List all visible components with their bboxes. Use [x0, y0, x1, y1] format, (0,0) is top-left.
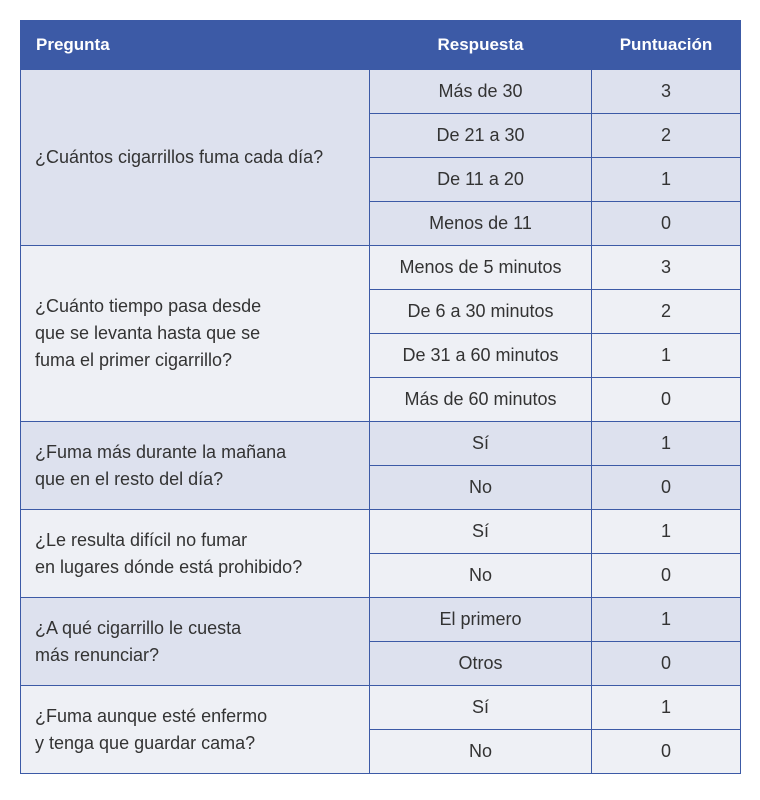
header-row [21, 21, 741, 70]
question-text-line: fuma el primer cigarrillo? [35, 350, 233, 370]
score-cell: 0 [592, 378, 741, 422]
answer-cell: No [370, 730, 592, 774]
question-text-line: ¿A qué cigarrillo le cuesta [35, 617, 242, 638]
question-cell [21, 598, 370, 686]
score-cell: 0 [592, 642, 741, 686]
question-text-line: y tenga que guardar cama? [35, 732, 256, 753]
question-text-line: ¿Fuma más durante la mañana [35, 441, 287, 462]
answer-cell: No [370, 554, 592, 598]
question-text-line: ¿Cuántos cigarrillos fuma cada día? [35, 147, 324, 167]
table-row [21, 686, 741, 730]
table-header [21, 21, 741, 70]
question-cell [21, 510, 370, 598]
score-cell: 3 [592, 246, 741, 290]
table-row [21, 70, 741, 114]
answer-cell: Menos de 11 [370, 202, 592, 246]
question-group [21, 246, 741, 422]
question-text-line: que en el resto del día? [35, 468, 224, 489]
table-row [21, 246, 741, 290]
score-cell: 3 [592, 70, 741, 114]
question-group [21, 422, 741, 510]
question-group [21, 598, 741, 686]
question-text-line: que se levanta hasta que se [35, 323, 261, 343]
question-text-line: en lugares dónde está prohibido? [35, 556, 303, 577]
question-text-line: ¿Fuma aunque esté enfermo [35, 705, 268, 726]
answer-cell: Más de 30 [370, 70, 592, 114]
score-cell: 2 [592, 114, 741, 158]
answer-cell: Otros [370, 642, 592, 686]
answer-cell: De 11 a 20 [370, 158, 592, 202]
question-cell [21, 246, 370, 422]
question-text-line: ¿Le resulta difícil no fumar [35, 529, 248, 550]
score-cell: 2 [592, 290, 741, 334]
score-cell: 1 [592, 334, 741, 378]
table-row [21, 510, 741, 554]
header-score: Puntuación [592, 21, 741, 70]
score-cell: 1 [592, 422, 741, 466]
score-cell: 0 [592, 466, 741, 510]
score-cell: 1 [592, 686, 741, 730]
header-answer: Respuesta [370, 21, 592, 70]
answer-cell: Sí [370, 510, 592, 554]
question-text-line: más renunciar? [35, 644, 160, 665]
question-cell [21, 70, 370, 246]
question-cell [21, 686, 370, 774]
table-row [21, 422, 741, 466]
question-group [21, 70, 741, 246]
table-row [21, 598, 741, 642]
score-cell: 1 [592, 598, 741, 642]
question-group [21, 510, 741, 598]
score-cell: 0 [592, 730, 741, 774]
question-group [21, 686, 741, 774]
answer-cell: De 21 a 30 [370, 114, 592, 158]
answer-cell: Más de 60 minutos [370, 378, 592, 422]
answer-cell: No [370, 466, 592, 510]
question-text-line: ¿Cuánto tiempo pasa desde [35, 296, 262, 316]
answer-cell: Sí [370, 686, 592, 730]
header-question: Pregunta [21, 21, 370, 70]
score-cell: 1 [592, 158, 741, 202]
score-cell: 1 [592, 510, 741, 554]
score-cell: 0 [592, 554, 741, 598]
answer-cell: Sí [370, 422, 592, 466]
fagerstrom-table [20, 20, 741, 774]
answer-cell: De 31 a 60 minutos [370, 334, 592, 378]
answer-cell: De 6 a 30 minutos [370, 290, 592, 334]
question-cell [21, 422, 370, 510]
answer-cell: El primero [370, 598, 592, 642]
answer-cell: Menos de 5 minutos [370, 246, 592, 290]
score-cell: 0 [592, 202, 741, 246]
